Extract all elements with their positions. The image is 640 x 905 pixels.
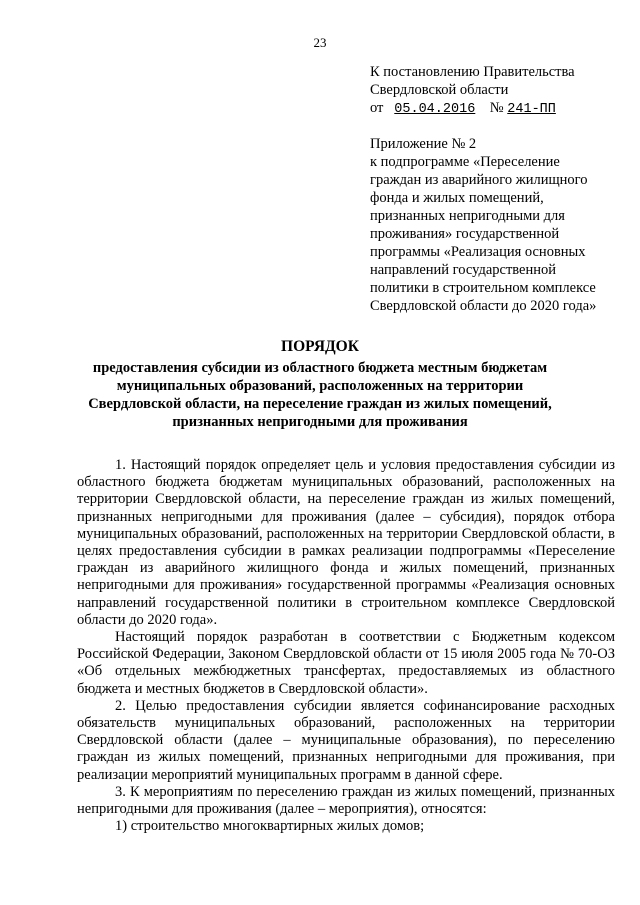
appendix-line: проживания» государственной bbox=[370, 226, 560, 242]
document-title: ПОРЯДОК bbox=[281, 338, 359, 355]
appendix-line: к подпрограмме «Переселение bbox=[370, 154, 560, 170]
subtitle-line: Свердловской области, на переселение граждан из жилых помещений, bbox=[88, 396, 552, 412]
paragraph-2: Настоящий порядок разработан в соответствии с Бюджетным кодексом Российской Федерации, Законом Свердловской области от 15 июля 2005 года № 70-ОЗ «Об отдельных межбюджетных трансфертах, предоставляемых из областного бюджета и местных бюджетов в Свердловской области». bbox=[77, 629, 615, 697]
paragraph-3: 2. Целью предоставления субсидии является софинансирование расходных обязательств муниципальных образований, расположенных на территории Свердловской области (далее – муниципальные образования), по переселению граждан из жилых помещений, признанных непригодными для проживания, при реализации мероприятий муниципальных программ в данной сфере. bbox=[77, 697, 615, 783]
appendix-line: Свердловской области до 2020 года» bbox=[370, 298, 597, 314]
decree-number: 241-ПП bbox=[507, 102, 556, 117]
appendix-line: фонда и жилых помещений, bbox=[370, 190, 544, 206]
approval-header bbox=[370, 63, 625, 315]
appendix-line: Приложение № 2 bbox=[370, 136, 477, 152]
header-line-2: Свердловской области bbox=[370, 82, 509, 98]
header-date-line bbox=[370, 99, 625, 119]
subtitle-line: муниципальных образований, расположенных на территории bbox=[116, 378, 524, 394]
date-prefix: от bbox=[370, 100, 384, 116]
appendix-line: граждан из аварийного жилищного bbox=[370, 172, 588, 188]
page-number: 23 bbox=[313, 35, 327, 50]
header-line-1: К постановлению Правительства bbox=[370, 64, 575, 80]
appendix-line: программы «Реализация основных bbox=[370, 244, 586, 260]
appendix-line: политики в строительном комплексе bbox=[370, 280, 596, 296]
document-body bbox=[77, 457, 615, 835]
document-subtitle bbox=[60, 359, 580, 431]
number-prefix: № bbox=[489, 100, 504, 116]
paragraph-4: 3. К мероприятиям по переселению граждан из жилых помещений, признанных непригодными для проживания (далее – мероприятия), относятся: bbox=[77, 783, 615, 818]
paragraph-1: 1. Настоящий порядок определяет цель и условия предоставления субсидии из областного бюджета бюджетам муниципальных образований, расположенных на территории Свердловской области, на переселение граждан из жилых помещений, признанных непригодными для проживания (далее – субсидия), порядок отбора муниципальных образований, расположенных на территории Свердловской области, в целях предоставления субсидии в рамках реализации подпрограммы «Переселение граждан из аварийного жилищного фонда и жилых помещений, признанных непригодными для проживания» государственной программы «Реализация основных направлений государственной политики в строительном комплексе Свердловской области до 2020 года». bbox=[77, 457, 615, 628]
subtitle-line: предоставления субсидии из областного бюджета местным бюджетам bbox=[92, 360, 548, 376]
subtitle-line: признанных непригодными для проживания bbox=[172, 414, 468, 430]
appendix-line: признанных непригодными для bbox=[370, 208, 565, 224]
appendix-line: направлений государственной bbox=[370, 262, 557, 278]
decree-date: 05.04.2016 bbox=[394, 102, 476, 117]
paragraph-5: 1) строительство многоквартирных жилых домов; bbox=[115, 818, 425, 835]
